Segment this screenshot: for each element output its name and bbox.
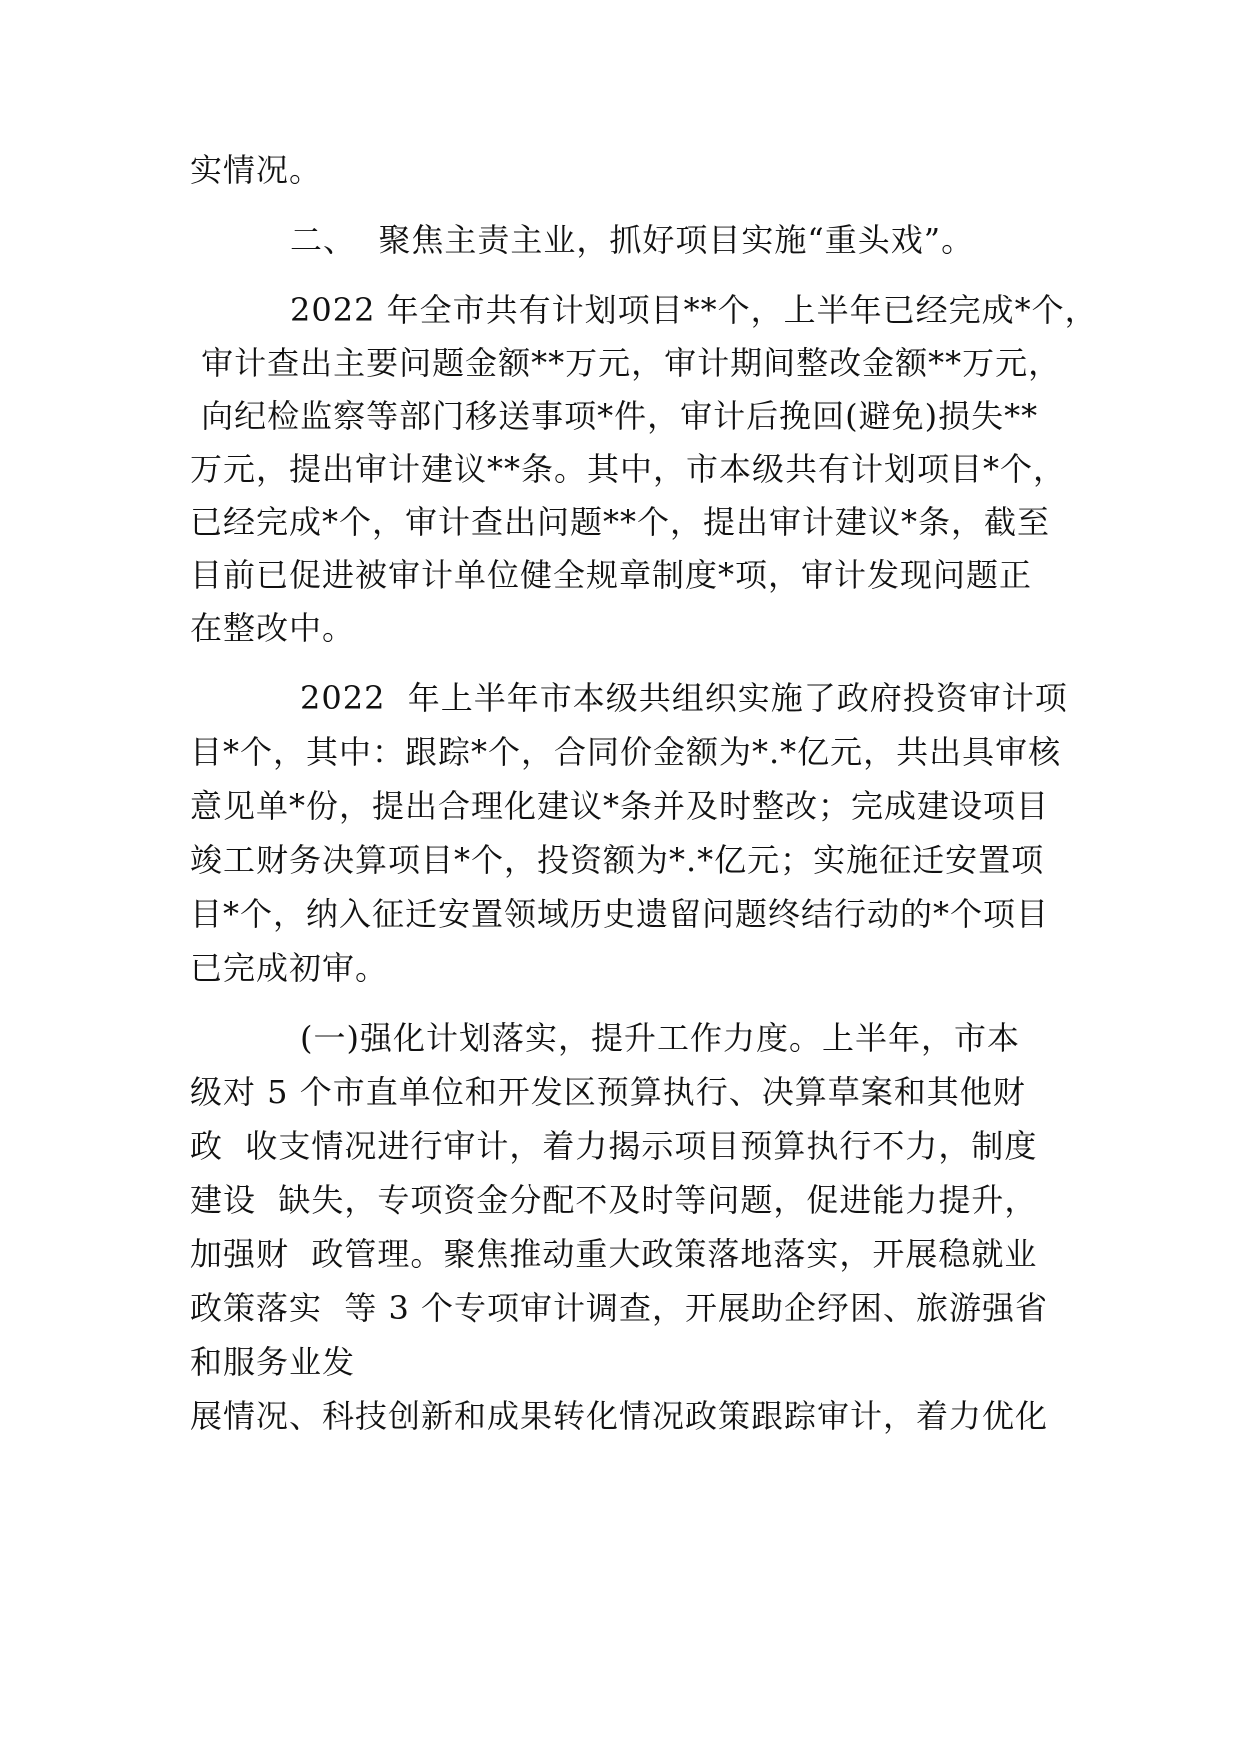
section-heading: 二、 聚焦主责主业，抓好项目实施“重头戏”。 (290, 221, 975, 259)
text-line: 实情况。 (190, 151, 323, 189)
text-line: 目*个，其中：跟踪*个，合同价金额为*.*亿元，共出具审核 (190, 733, 1062, 771)
text-line: 建设 缺失，专项资金分配不及时等问题，促进能力提升， (190, 1181, 1038, 1219)
text-line: 2022 年上半年市本级共组织实施了政府投资审计项 (300, 679, 1068, 717)
text-line: 意见单*份，提出合理化建议*条并及时整改；完成建设项目 (190, 787, 1050, 825)
text-line: 政策落实 等 3 个专项审计调查，开展助企纾困、旅游强省 (190, 1289, 1049, 1327)
text-line: 加强财 政管理。聚焦推动重大政策落地落实，开展稳就业 (190, 1235, 1038, 1273)
text-line: 审计查出主要问题金额**万元，审计期间整改金额**万元， (190, 344, 1062, 382)
text-line: 竣工财务决算项目*个，投资额为*.*亿元；实施征迁安置项 (190, 841, 1045, 879)
text-line: 已完成初审。 (190, 949, 389, 987)
text-line: 目前已促进被审计单位健全规章制度*项，审计发现问题正 (190, 556, 1033, 594)
text-line: 级对 5 个市直单位和开发区预算执行、决算草案和其他财 (190, 1073, 1026, 1111)
text-line: 已经完成*个，审计查出问题**个，提出审计建议*条，截至 (190, 503, 1051, 541)
text-line: 万元，提出审计建议**条。其中，市本级共有计划项目*个， (190, 450, 1067, 488)
text-line: 政 收支情况进行审计，着力揭示项目预算执行不力，制度 (190, 1127, 1038, 1165)
text-line: 在整改中。 (190, 609, 356, 647)
text-line: 目*个，纳入征迁安置领域历史遗留问题终结行动的*个项目 (190, 895, 1050, 933)
text-line: 展情况、科技创新和成果转化情况政策跟踪审计，着力优化 (190, 1397, 1049, 1435)
text-line: 和服务业发 (190, 1343, 356, 1381)
text-line: 2022 年全市共有计划项目**个，上半年已经完成*个， (290, 291, 1098, 329)
subsection-heading: (一)强化计划落实，提升工作力度。上半年，市本 (300, 1019, 1020, 1057)
text-line: 向纪检监察等部门移送事项*件，审计后挽回(避免)损失** (190, 397, 1039, 435)
